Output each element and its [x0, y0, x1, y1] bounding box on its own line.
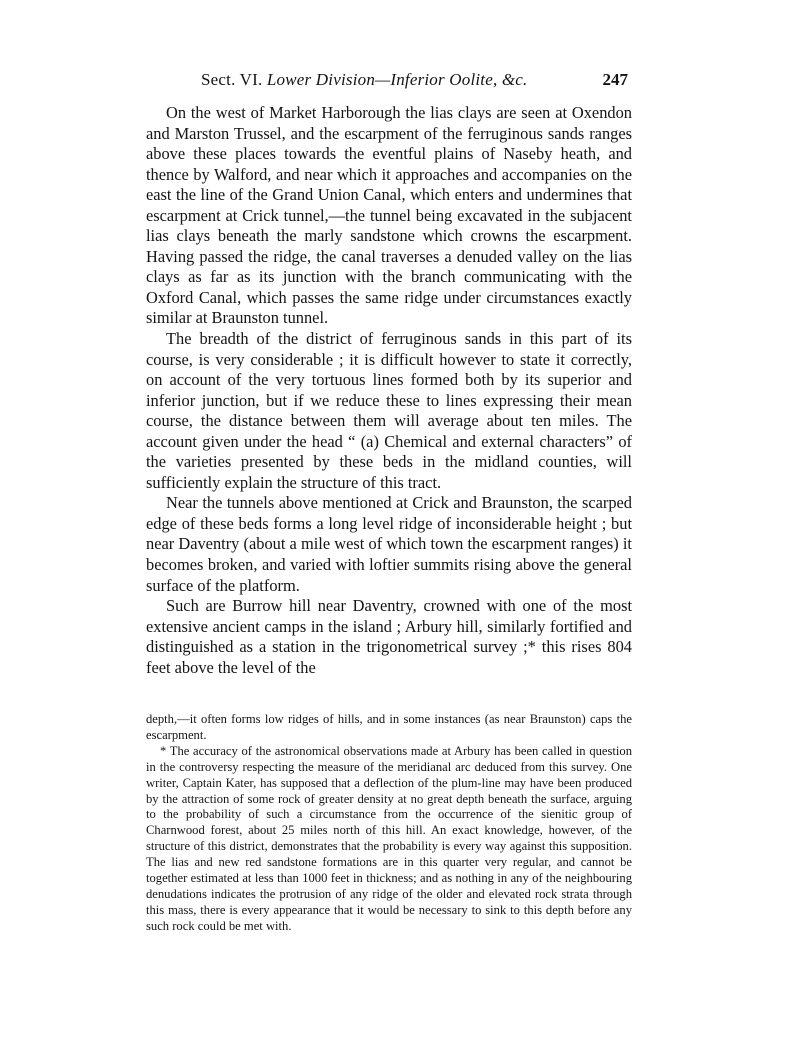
page-number: 247 [602, 70, 628, 89]
running-head [146, 70, 632, 96]
main-text [146, 103, 632, 678]
paragraph: On the west of Market Harborough the lias clays are seen at Oxendon and Marston Trussel, and the escarpment of the ferruginous sands ranges above these places towards the eventful plains of Naseby heath, and thence by Walford, and near which it approaches and accompanies on the east the line of the Grand Union Canal, which enters and undermines that escarpment at Crick tunnel,—the tunnel being excavated in the subjacent lias clays beneath the marly sandstone which crowns the escarpment. Having passed the ridge, the canal traverses a denuded valley on the lias clays as far as its junction with the branch communicating with the Oxford Canal, which passes the same ridge under circumstances exactly similar at Braunston tunnel. [146, 103, 632, 328]
paragraph: The breadth of the district of ferruginous sands in this part of its course, is very considerable ; it is difficult however to state it correctly, on account of the very tortuous lines formed both by its superior and inferior junction, but if we reduce these to lines expressing their mean course, the distance between them will average about ten miles. The account given under the head “ (a) Chemical and external characters” of the varieties presented by these beds in the midland counties, will sufficiently explain the structure of this tract. [146, 329, 632, 492]
section-title [201, 70, 527, 90]
footnote-continuation: depth,—it often forms low ridges of hills, and in some instances (as near Braunston) caps the escarpment. [146, 712, 632, 742]
footnotes [146, 712, 632, 935]
section-subtitle: Lower Division—Inferior Oolite, &c. [266, 70, 528, 89]
section-number: Sect. VI. [201, 70, 267, 89]
paragraph: Near the tunnels above mentioned at Crick and Braunston, the scarped edge of these beds forms a long level ridge of inconsiderable height ; but near Daventry (about a mile west of which town the escarpment ranges) it becomes broken, and varied with loftier summits rising above the general surface of the platform. [146, 493, 632, 595]
paragraph: Such are Burrow hill near Daventry, crowned with one of the most extensive ancient camps in the island ; Arbury hill, similarly fortified and distinguished as a station in the trigonometrical survey ;* this rises 804 feet above the level of the [146, 596, 632, 677]
footnote: * The accuracy of the astronomical observations made at Arbury has been called in question in the controversy respecting the measure of the meridianal arc deduced from this survey. One writer, Captain Kater, has supposed that a deflection of the plum-line may have been produced by the attraction of some rock of greater density at no great depth beneath the surface, arguing to the probability of such a circumstance from the occurrence of the sienitic group of Charnwood forest, about 25 miles north of this hill. An exact knowledge, however, of the structure of this district, demonstrates that the probability is every way against this supposition. The lias and new red sandstone formations are in this quarter very regular, and cannot be together estimated at less than 1000 feet in thickness; and as nothing in any of the neighbouring denudations indicates the protrusion of any ridge of the older and elevated rock strata through this mass, there is every appearance that it would be necessary to sink to this depth before any such rock could be met with. [146, 743, 632, 933]
